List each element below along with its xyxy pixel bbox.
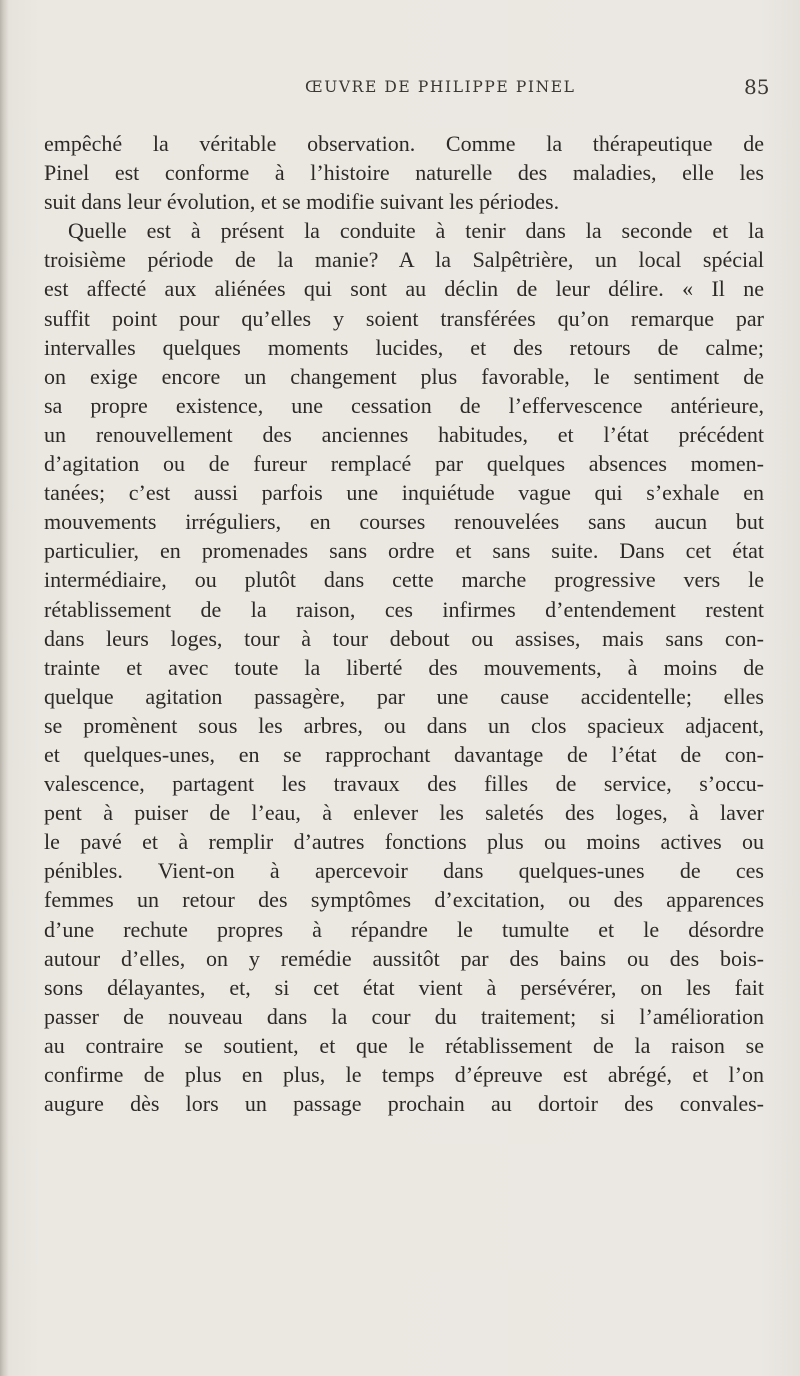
running-header-title: ŒUVRE DE PHILIPPE PINEL [305, 78, 576, 96]
text-line: on exige encore un changement plus favorable, le sentiment de [44, 363, 764, 389]
page-number: 85 [744, 75, 770, 99]
text-line: mouvements irréguliers, en courses renouvelées sans aucun but [44, 509, 764, 535]
text-line: particulier, en promenades sans ordre et sans suite. Dans cet état [44, 538, 764, 564]
text-line: d’agitation ou de fureur remplacé par quelques absences momen- [44, 451, 764, 477]
text-line: troisième période de la manie? A la Salpêtrière, un local spécial [44, 247, 764, 273]
text-line: est affecté aux aliénées qui sont au déclin de leur délire. « Il ne [44, 276, 764, 302]
text-line: trainte et avec toute la liberté des mouvements, à moins de [44, 654, 764, 680]
text-line: pent à puiser de l’eau, à enlever les saletés des loges, à laver [44, 800, 764, 826]
text-line: un renouvellement des anciennes habitudes, et l’état précédent [44, 421, 764, 447]
text-line: confirme de plus en plus, le temps d’épreuve est abrégé, et l’on [44, 1062, 764, 1087]
text-line: empêché la véritable observation. Comme la thérapeutique de [44, 131, 764, 156]
body-text [44, 129, 764, 1118]
text-line: intervalles quelques moments lucides, et des retours de calme; [44, 334, 764, 360]
text-line: dans leurs loges, tour à tour debout ou assises, mais sans con- [44, 625, 764, 651]
text-line: rétablissement de la raison, ces infirmes d’entendement restent [44, 596, 764, 622]
text-line: Quelle est à présent la conduite à tenir dans la seconde et la [68, 218, 764, 244]
text-line: quelque agitation passagère, par une cause accidentelle; elles [44, 683, 764, 709]
text-line: d’une rechute propres à répandre le tumulte et le désordre [44, 916, 764, 942]
text-line: pénibles. Vient-on à apercevoir dans quelques-unes de ces [44, 858, 764, 884]
text-line: se promènent sous les arbres, ou dans un clos spacieux adjacent, [44, 712, 764, 738]
text-line: autour d’elles, on y remédie aussitôt par des bains ou des bois- [44, 945, 764, 971]
text-line: sa propre existence, une cessation de l’effervescence antérieure, [44, 392, 764, 418]
text-line: suffit point pour qu’elles y soient transférées qu’on remarque par [44, 305, 764, 331]
text-line: le pavé et à remplir d’autres fonctions plus ou moins actives ou [44, 829, 764, 855]
text-line: valescence, partagent les travaux des filles de service, s’occu- [44, 771, 764, 797]
text-line: Pinel est conforme à l’histoire naturelle des maladies, elle les [44, 160, 764, 186]
text-line: et quelques-unes, en se rapprochant davantage de l’état de con- [44, 741, 764, 767]
text-line: sons délayantes, et, si cet état vient à persévérer, on les fait [44, 974, 764, 1000]
text-line: tanées; c’est aussi parfois une inquiétude vague qui s’exhale en [44, 480, 764, 506]
text-line: suit dans leur évolution, et se modifie suivant les périodes. [44, 189, 560, 215]
text-line: femmes un retour des symptômes d’excitation, ou des apparences [44, 887, 764, 913]
text-line: passer de nouveau dans la cour du traitement; si l’amélioration [44, 1003, 764, 1029]
text-line: augure dès lors un passage prochain au dortoir des convales- [44, 1091, 764, 1117]
page-binding-edge [0, 0, 8, 1376]
text-line: intermédiaire, ou plutôt dans cette marche progressive vers le [44, 567, 764, 593]
text-line: au contraire se soutient, et que le rétablissement de la raison se [44, 1032, 764, 1058]
